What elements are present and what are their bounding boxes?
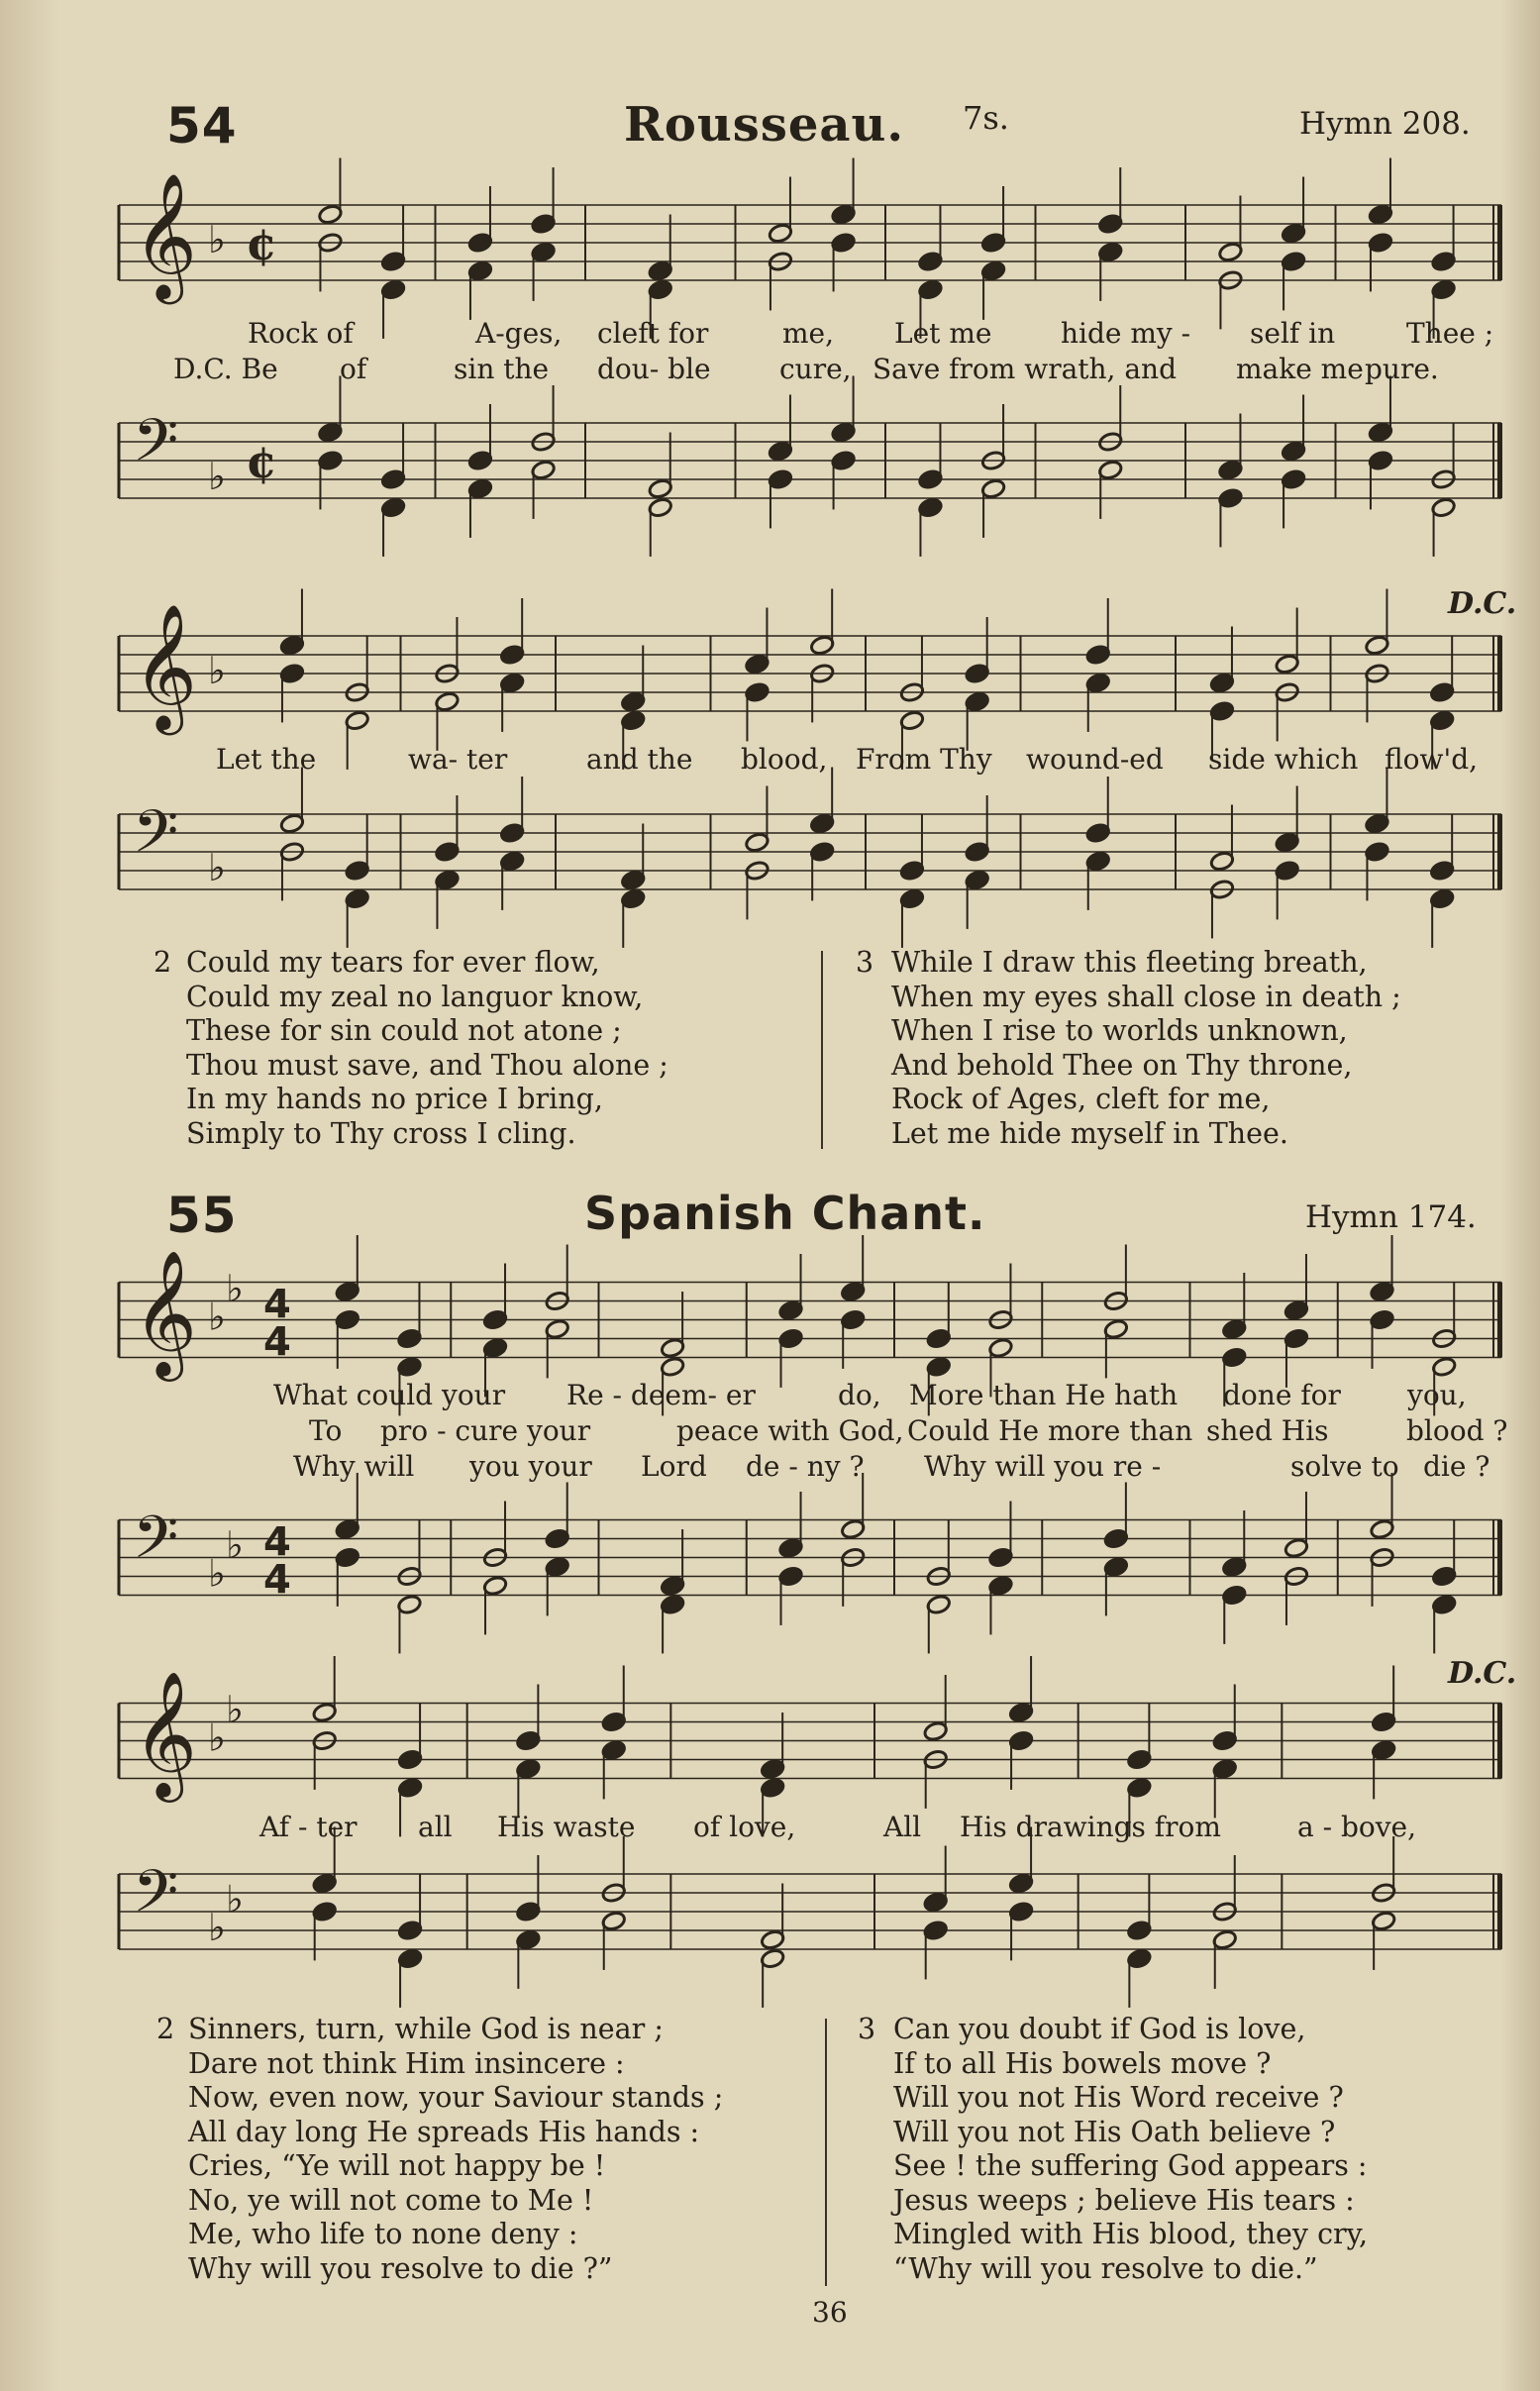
hymn-55-system-2-bass-staff (119, 1857, 1515, 1966)
hymn-55-lyric-v3-2: you your (469, 1450, 592, 1483)
hymn-54-lyric-s2-2: wa- ter (408, 743, 508, 776)
hymn-55-verse-3 (893, 2013, 1368, 2286)
hymn-55-lyric-5: done for (1223, 1379, 1341, 1411)
hymn-55-lyric-4: More than He hath (909, 1379, 1179, 1411)
hymn-54-lyric-s2-4: blood, (741, 743, 828, 776)
hymn-54-lyric-dc-3: sin the (454, 353, 550, 385)
flat-icon: ♭ (208, 1715, 226, 1760)
hymn-54-verse-3-number: 3 (856, 946, 874, 979)
final-barline-thick (1497, 814, 1502, 889)
hymn-54-lyric-6: hide my - (1061, 317, 1191, 350)
bass-clef-icon: 𝄢 (133, 796, 179, 881)
hymn-54-lyric-dc-1: D.C. Be (173, 353, 278, 385)
hymn-55-lyric-s2-2: all (418, 1811, 453, 1843)
verse-line: Now, even now, your Saviour stands ; (188, 2081, 724, 2114)
treble-clef-icon: 𝄞 (133, 1669, 198, 1797)
page-number: 36 (812, 2296, 848, 2329)
final-barline-thick (1497, 1283, 1502, 1358)
hymn-54-verse-2-number: 2 (154, 946, 172, 979)
hymn-54-lyric-dc-4: dou- ble (597, 353, 711, 385)
hymn-55-lyric-v3-6: solve to (1290, 1450, 1399, 1483)
hymn-54-title: Rousseau. (624, 97, 905, 153)
hymn-55-lyric-s2-6: His drawings from (960, 1811, 1221, 1843)
flat-icon: ♭ (208, 218, 226, 261)
hymn-54-system-1-treble-staff (119, 171, 1515, 307)
time-signature-top: 4 (263, 1282, 291, 1328)
hymn-55-lyric-s2-7: a - bove, (1297, 1811, 1417, 1843)
verse-line: All day long He spreads His hands : (188, 2115, 700, 2148)
flat-icon: ♭ (226, 1877, 244, 1922)
hymn-55-title: Spanish Chant. (584, 1187, 986, 1240)
verse-line: Sinners, turn, while God is near ; (188, 2013, 664, 2045)
hymn-55-lyric-v2-4: Could He more than (907, 1414, 1193, 1447)
hymn-54-lyric-4: me, (782, 317, 835, 350)
hymn-54-lyric-3: cleft for (597, 317, 709, 350)
flat-icon: ♭ (208, 455, 226, 498)
verse-line: Could my tears for ever flow, (186, 946, 600, 979)
flat-icon: ♭ (226, 1688, 244, 1731)
verse-line: “Why will you resolve to die.” (893, 2251, 1318, 2285)
flat-icon: ♭ (208, 1295, 226, 1339)
hymn-54-lyric-7: self in (1250, 317, 1336, 350)
hymn-54-lyric-dc-5: cure, (779, 353, 852, 385)
verse-line: These for sin could not atone ; (186, 1014, 622, 1047)
hymn-54-lyric-dc-6: Save from wrath, and (873, 353, 1178, 385)
hymn-54-lyric-1: Rock of (248, 317, 354, 350)
verse-line: Rock of Ages, cleft for me, (891, 1083, 1271, 1115)
flat-icon: ♭ (208, 649, 226, 692)
hymn-54-lyric-dc-8: pure. (1365, 353, 1439, 385)
hymn-54-lyric-dc-2: of (340, 353, 367, 385)
verse-line: Dare not think Him insincere : (188, 2046, 625, 2080)
flat-icon: ♭ (208, 1551, 226, 1596)
verse-line: When my eyes shall close in death ; (891, 980, 1401, 1013)
verse-line: No, ye will not come to Me ! (188, 2183, 594, 2217)
hymn-55-lyric-v3-3: Lord (641, 1450, 707, 1483)
hymn-55-verse-2 (188, 2013, 723, 2286)
cut-time-icon: ¢ (246, 435, 278, 489)
verse-line: Me, who life to none deny : (188, 2218, 578, 2250)
verse-line: Why will you resolve to die ?” (188, 2251, 613, 2285)
final-barline-thick (1497, 1874, 1502, 1949)
hymn-55-verse-2-number: 2 (156, 2013, 175, 2045)
hymn-55-lyric-v2-2: pro - cure your (380, 1414, 591, 1447)
hymn-55-lyric-s2-4: of love, (693, 1811, 796, 1843)
verse-line: Jesus weeps ; believe His tears : (893, 2183, 1355, 2217)
hymn-55-lyric-1: What could your (273, 1379, 506, 1411)
flat-icon: ♭ (226, 1267, 244, 1310)
flat-icon: ♭ (208, 846, 226, 889)
verse-line: And behold Thee on Thy throne, (891, 1048, 1353, 1082)
verse-line: See ! the suffering God appears : (893, 2149, 1368, 2182)
hymn-54-dc-mark: D.C. (1448, 586, 1517, 621)
hymn-54-meter: 7s. (963, 99, 1009, 137)
hymn-55-lyric-v2-1: To (309, 1414, 343, 1447)
verse-line: When I rise to worlds unknown, (891, 1014, 1348, 1047)
hymn-54-lyric-s2-6: wound-ed (1026, 743, 1164, 776)
hymn-55-lyric-v3-1: Why will (293, 1450, 415, 1483)
hymn-54-lyric-s2-5: From Thy (856, 743, 992, 776)
cut-time-icon: ¢ (246, 217, 278, 271)
final-barline-thick (1497, 636, 1502, 711)
bass-clef-icon: 𝄢 (133, 1502, 179, 1586)
verse-line: If to all His bowels move ? (893, 2046, 1272, 2080)
verse-line: Can you doubt if God is love, (893, 2013, 1306, 2045)
hymn-54-reference: Hymn 208. (1299, 106, 1471, 142)
hymn-55-lyric-6: you, (1407, 1379, 1467, 1411)
bass-clef-icon: 𝄢 (133, 1856, 179, 1940)
hymn-55-system-1-bass-staff (119, 1496, 1515, 1619)
hymn-55-lyric-s2-5: All (883, 1811, 922, 1843)
hymn-54-lyric-s2-1: Let the (216, 743, 317, 776)
hymn-55-reference: Hymn 174. (1305, 1199, 1477, 1235)
hymn-55-lyric-3: do, (838, 1379, 881, 1411)
hymn-54-number: 54 (166, 97, 238, 155)
verse-line: Thou must save, and Thou alone ; (186, 1048, 668, 1082)
hymn-55-lyric-v2-6: blood ? (1406, 1414, 1508, 1447)
time-signature-bottom: 4 (263, 1557, 291, 1604)
hymn-55-lyric-v3-5: Why will you re - (924, 1450, 1162, 1483)
hymn-55-verse-3-number: 3 (858, 2013, 876, 2045)
hymn-55-lyric-v3-7: die ? (1423, 1450, 1490, 1483)
treble-clef-icon: 𝄞 (133, 171, 198, 299)
hymn-54-system-2-bass-staff (119, 792, 1515, 911)
verse-line: Could my zeal no languor know, (186, 980, 644, 1013)
hymn-54-lyric-dc-7: make me (1236, 353, 1364, 385)
verse-line: Cries, “Ye will not happy be ! (188, 2149, 606, 2182)
hymn-54-lyric-2: A-ges, (475, 317, 563, 350)
hymn-55-lyric-v3-4: de - ny ? (746, 1450, 865, 1483)
hymn-55-lyric-s2-3: His waste (497, 1811, 636, 1843)
verse-divider (821, 951, 823, 1149)
final-barline-thick (1497, 205, 1502, 280)
hymn-54-system-1-bass-staff (119, 396, 1515, 525)
hymn-54-lyric-8: Thee ; (1406, 317, 1494, 350)
hymn-55-lyric-s2-1: Af - ter (259, 1811, 358, 1843)
hymn-54-verse-2 (186, 946, 668, 1151)
verse-divider (825, 2019, 827, 2286)
hymn-54-verse-3 (891, 946, 1401, 1151)
hymn-55-lyric-v2-3: peace with God, (676, 1414, 904, 1447)
hymn-54-lyric-s2-7: side which (1208, 743, 1359, 776)
verse-line: Will you not His Oath believe ? (893, 2115, 1336, 2148)
flat-icon: ♭ (226, 1523, 244, 1567)
hymn-54-lyric-s2-8: flow'd, (1385, 743, 1479, 776)
treble-clef-icon: 𝄞 (133, 1248, 198, 1376)
time-signature-bottom: 4 (263, 1319, 291, 1366)
hymn-55-number: 55 (166, 1187, 238, 1244)
hymn-54-lyric-5: Let me (894, 317, 992, 350)
verse-line: Let me hide myself in Thee. (891, 1116, 1288, 1150)
verse-line: While I draw this fleeting breath, (891, 946, 1368, 979)
hymn-55-system-1-treble-staff (119, 1248, 1515, 1377)
time-signature-top: 4 (263, 1519, 291, 1566)
hymn-55-lyric-2: Re - deem- er (566, 1379, 756, 1411)
verse-line: Mingled with His blood, they cry, (893, 2218, 1369, 2250)
hymn-54-lyric-s2-3: and the (586, 743, 693, 776)
final-barline-thick (1497, 423, 1502, 498)
hymn-55-dc-mark: D.C. (1448, 1656, 1517, 1691)
final-barline-thick (1497, 1520, 1502, 1596)
verse-line: Will you not His Word receive ? (893, 2081, 1344, 2114)
verse-line: Simply to Thy cross I cling. (186, 1116, 576, 1150)
bass-clef-icon: 𝄢 (133, 405, 179, 489)
hymn-55-lyric-v2-5: shed His (1206, 1414, 1329, 1447)
treble-clef-icon: 𝄞 (133, 602, 198, 730)
final-barline-thick (1497, 1704, 1502, 1779)
verse-line: In my hands no price I bring, (186, 1083, 603, 1115)
flat-icon: ♭ (208, 1906, 226, 1949)
